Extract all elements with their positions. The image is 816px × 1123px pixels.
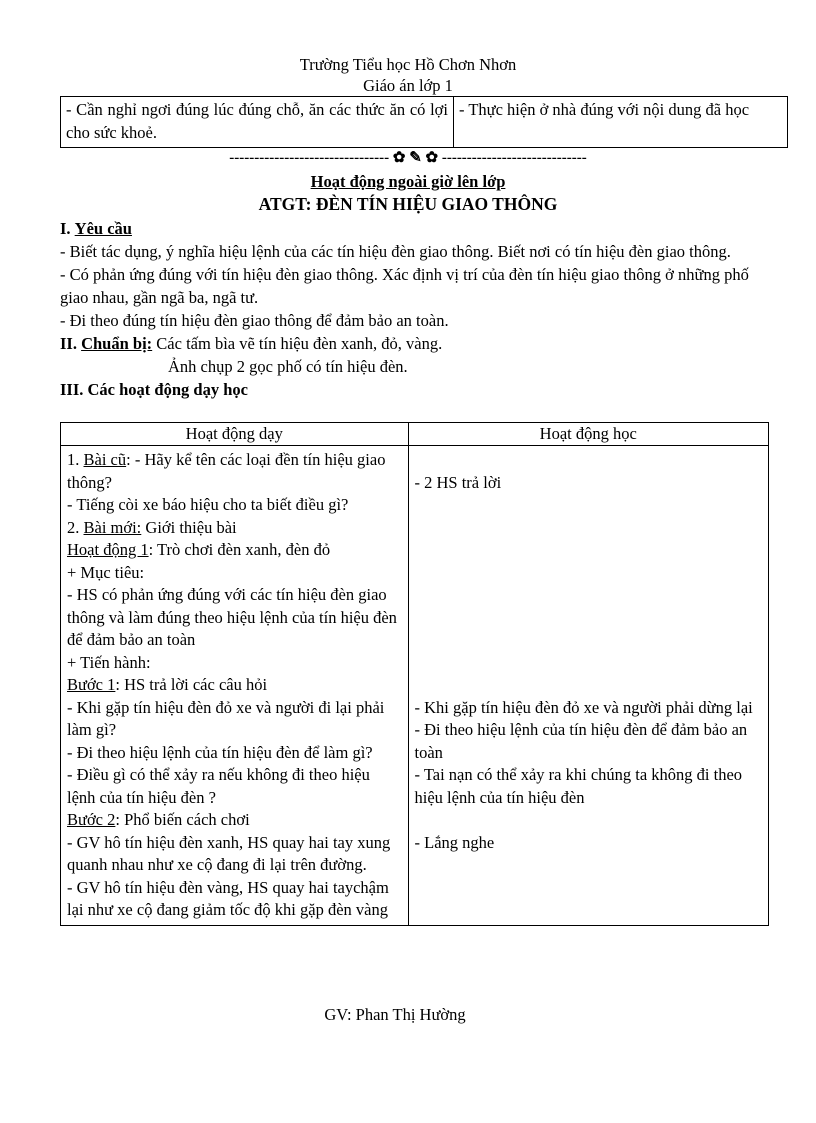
requirement-item: - Có phản ứng đúng với tín hiệu đèn giao thông. Xác định vị trí của đèn tín hiệu giao thông ở những phố giao nhau, gần ngã ba, ngã tư.	[60, 265, 749, 307]
top-right-cell: - Thực hiện ở nhà đúng với nội dung đã học	[454, 97, 788, 148]
lesson-category: Hoạt động ngoài giờ lên lớp	[310, 172, 506, 191]
list-item: - GV hô tín hiệu đèn xanh, HS quay hai tay xung quanh nhau như xe cộ đang đi lại trên đường.	[67, 832, 391, 874]
section-number: I.	[60, 219, 71, 238]
requirement-item: - Biết tác dụng, ý nghĩa hiệu lệnh của các tín hiệu đèn giao thông. Biết nơi có tín hiệu đèn giao thông.	[60, 242, 731, 261]
section-heading: III. Các hoạt động dạy học	[60, 380, 248, 399]
list-item: - Tiếng còi xe báo hiệu cho ta biết điều gì?	[67, 495, 349, 514]
previous-lesson-table	[60, 96, 788, 148]
table-row	[61, 97, 788, 148]
list-item: Bước 1: HS trả lời các câu hỏi	[67, 675, 268, 694]
column-header: Hoạt động dạy	[61, 423, 409, 446]
list-item: Hoạt động 1: Trò chơi đèn xanh, đèn đỏ	[67, 540, 331, 559]
section-requirements	[60, 217, 780, 401]
section-heading: Yêu cầu	[74, 219, 132, 238]
list-item: - 2 HS trả lời	[414, 472, 502, 492]
activities-table	[60, 422, 769, 926]
list-item: - GV hô tín hiệu đèn vàng, HS quay hai taychậm lại như xe cộ đang giảm tốc độ khi gặp đèn vàng	[67, 877, 389, 919]
preparation-line	[60, 332, 780, 355]
list-item: + Tiến hành:	[67, 652, 151, 672]
column-header: Hoạt động học	[408, 423, 768, 446]
requirements-heading	[60, 217, 780, 240]
table-header-row	[61, 423, 769, 446]
list-item: - Tai nạn có thể xảy ra khi chúng ta không đi theo hiệu lệnh của tín hiệu đèn	[414, 765, 743, 807]
table-row	[61, 446, 769, 926]
preparation-text: Các tấm bìa vẽ tín hiệu đèn xanh, đỏ, vàng.	[156, 334, 443, 353]
school-name: Trường Tiểu học Hồ Chơn Nhơn	[299, 55, 517, 74]
list-item: - Khi gặp tín hiệu đèn đỏ xe và người đi lại phải làm gì?	[67, 697, 385, 739]
list-item: - Lắng nghe	[414, 832, 495, 852]
list-item: 2. Bài mới: Giới thiệu bài	[67, 517, 237, 537]
list-item: - Điều gì có thể xảy ra nếu không đi theo hiệu lệnh của tín hiệu đèn ?	[67, 765, 370, 807]
top-left-cell: - Cần nghỉ ngơi đúng lúc đúng chỗ, ăn các thức ăn có lợi cho sức khoẻ.	[61, 97, 454, 148]
section-number: II.	[60, 334, 77, 353]
requirement-item: - Đi theo đúng tín hiệu đèn giao thông để đảm bảo an toàn.	[60, 311, 449, 330]
section-heading: Chuẩn bị:	[81, 334, 153, 353]
list-item: - HS có phản ứng đúng với các tín hiệu đèn giao thông và làm đúng theo hiệu lệnh của tín hiệu đèn để đảm bảo an toàn	[67, 585, 397, 649]
preparation-text: Ảnh chụp 2 gọc phố có tín hiệu đèn.	[168, 357, 408, 376]
student-activities-cell	[408, 446, 768, 926]
list-item: - Đi theo hiệu lệnh của tín hiệu đèn để làm gì?	[67, 742, 373, 762]
list-item: Bước 2: Phổ biến cách chơi	[67, 810, 250, 829]
list-item: + Mục tiêu:	[67, 562, 145, 582]
list-item: - Khi gặp tín hiệu đèn đỏ xe và người phải dừng lại	[414, 697, 753, 717]
teacher-activities-cell	[61, 446, 409, 926]
section-divider: -------------------------------- ✿ ✎ ✿ -----------------------------	[229, 150, 587, 166]
grade-plan: Giáo án lớp 1	[363, 76, 453, 95]
list-item: 1. Bài cũ: - Hãy kể tên các loại đền tín hiệu giao thông?	[67, 450, 386, 492]
lesson-title: ATGT: ĐÈN TÍN HIỆU GIAO THÔNG	[258, 194, 558, 214]
list-item: - Đi theo hiệu lệnh của tín hiệu đèn để đảm bảo an toàn	[414, 720, 748, 762]
teacher-signature: GV: Phan Thị Hường	[324, 1005, 466, 1024]
